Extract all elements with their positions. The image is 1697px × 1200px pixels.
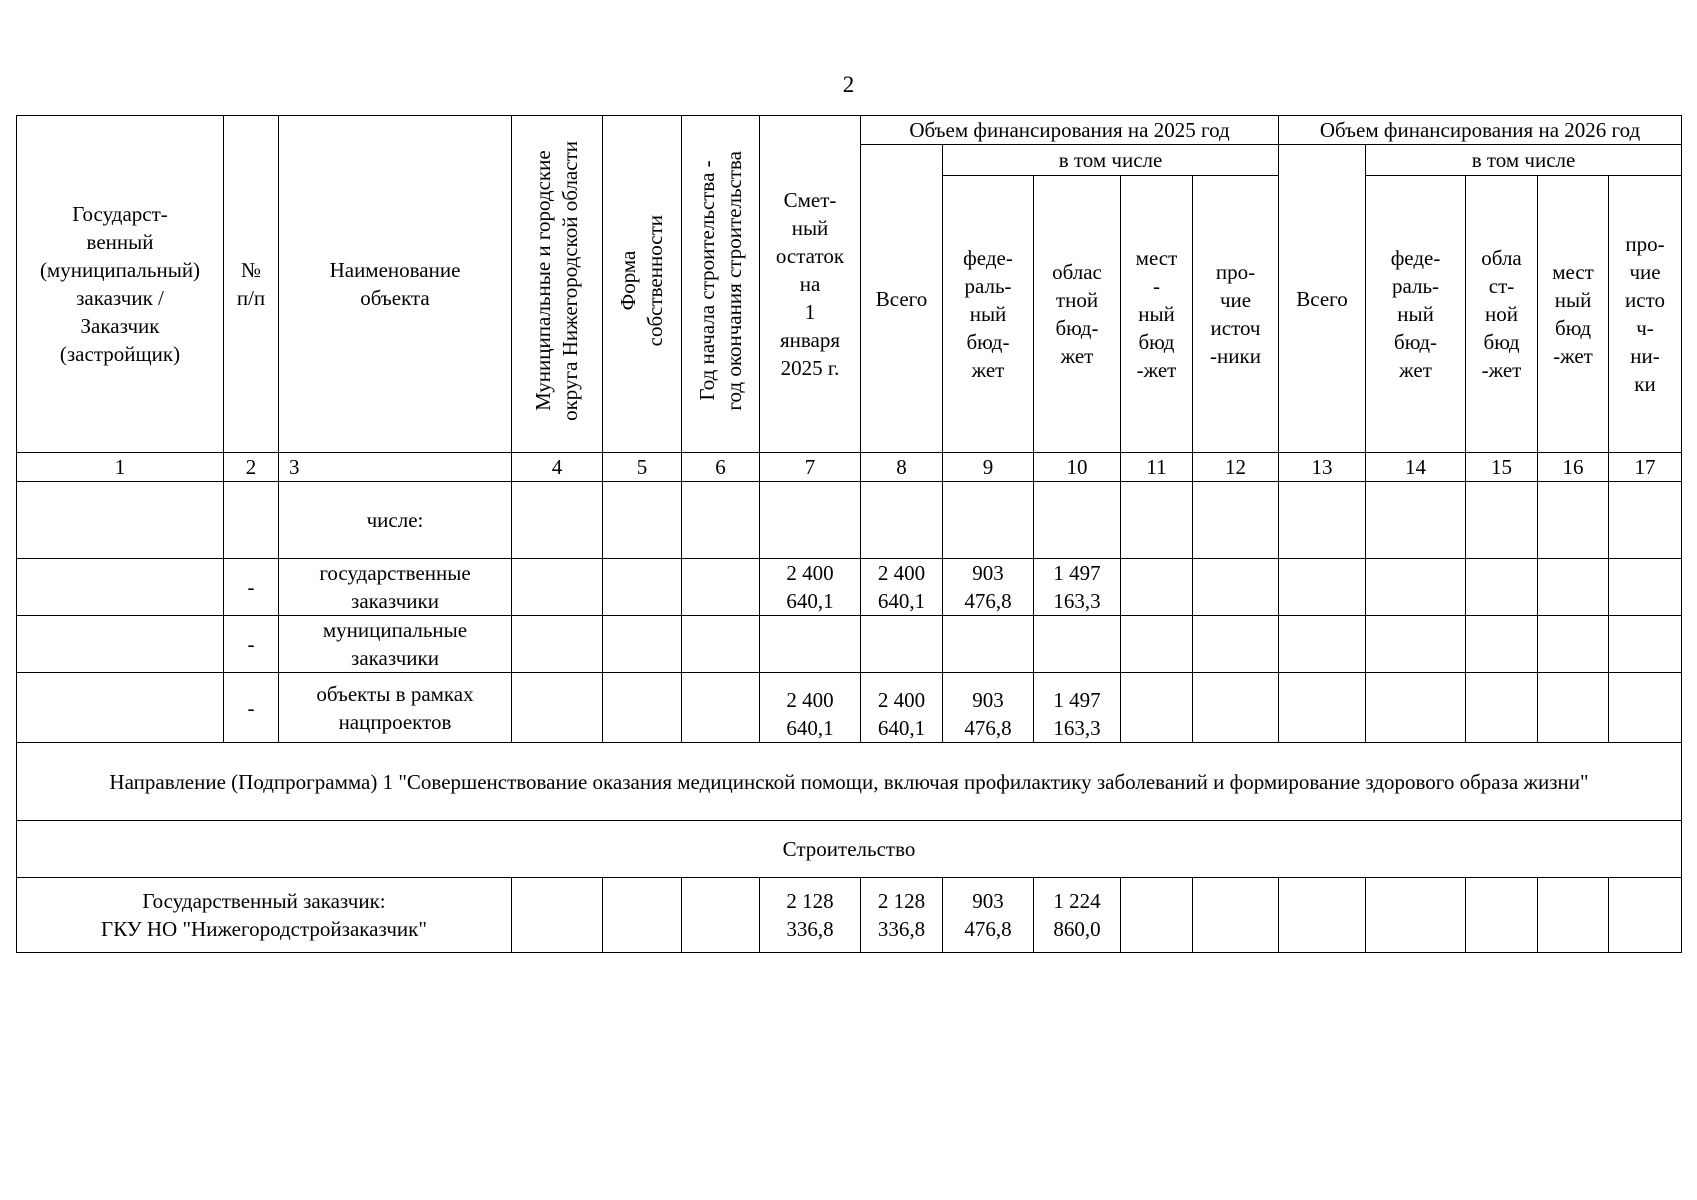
col-number: 4 [512,453,603,482]
cell-federal-2025: 903 476,8 [943,673,1034,743]
cell-customer [17,616,224,673]
cell-empty [512,878,603,953]
header-object-name: Наименование объекта [279,116,512,453]
col-number: 7 [760,453,861,482]
col-number: 3 [279,453,512,482]
cell-empty [1279,559,1366,616]
cell-empty [1609,482,1682,559]
header-number: № п/п [224,116,279,453]
cell-empty [1609,673,1682,743]
cell-empty [1366,559,1466,616]
header-including-2026: в том числе [1366,145,1682,176]
cell-empty [1366,482,1466,559]
header-local-2026: мест ный бюд -жет [1538,176,1609,453]
cell-empty [1538,673,1609,743]
cell-empty [1466,482,1538,559]
cell-object-name: числе: [279,482,512,559]
cell-empty [1466,559,1538,616]
cell-empty [1366,616,1466,673]
cell-empty [1279,673,1366,743]
cell-object-name: муниципальные заказчики [279,616,512,673]
col-number: 11 [1121,453,1193,482]
header-other-2025: про- чие источ -ники [1193,176,1279,453]
cell-empty [512,559,603,616]
cell-empty [682,616,760,673]
cell-empty [1121,559,1193,616]
table-row [17,616,1682,673]
cell-empty [1609,616,1682,673]
cell-number: - [224,616,279,673]
cell-estimate: 2 400 640,1 [760,673,861,743]
cell-empty [1193,559,1279,616]
section-row [17,821,1682,878]
cell-total-2025: 2 400 640,1 [861,559,943,616]
table-row [17,482,1682,559]
cell-number: - [224,673,279,743]
cell-empty [1538,878,1609,953]
header-years [682,116,760,453]
table-row [17,559,1682,616]
header-fin-2026: Объем финансирования на 2026 год [1279,116,1682,145]
cell-empty [1193,482,1279,559]
col-number: 15 [1466,453,1538,482]
header-federal-2026: феде- раль- ный бюд- жет [1366,176,1466,453]
cell-object-name: объекты в рамках нацпроектов [279,673,512,743]
cell-empty [1279,878,1366,953]
header-estimate: Смет- ный остаток на 1 января 2025 г. [760,116,861,453]
financing-table [16,115,1682,953]
col-number: 8 [861,453,943,482]
header-fin-2025: Объем финансирования на 2025 год [861,116,1279,145]
cell-empty [512,616,603,673]
header-local-2025: мест - ный бюд -жет [1121,176,1193,453]
col-number: 2 [224,453,279,482]
col-number: 10 [1034,453,1121,482]
section-title: Строительство [17,821,1682,878]
cell-total-2025 [861,482,943,559]
cell-empty [603,673,682,743]
cell-regional-2025 [1034,616,1121,673]
header-ownership [603,116,682,453]
cell-number [224,482,279,559]
header-row-1 [17,116,1682,145]
cell-federal-2025: 903 476,8 [943,878,1034,953]
header-municipal [512,116,603,453]
col-number: 13 [1279,453,1366,482]
table-row [17,878,1682,953]
cell-empty [603,482,682,559]
header-other-2026: про- чие исто ч- ни- ки [1609,176,1682,453]
cell-regional-2025: 1 224 860,0 [1034,878,1121,953]
cell-number: - [224,559,279,616]
header-years-text: Год начала строительства - год окончания строительства [694,150,746,411]
cell-empty [1193,673,1279,743]
cell-object-name: государственные заказчики [279,559,512,616]
cell-empty [1121,878,1193,953]
cell-estimate: 2 128 336,8 [760,878,861,953]
header-municipal-text: Муниципальные и городские округа Нижегородской области [531,140,582,421]
cell-empty [1466,616,1538,673]
cell-estimate [760,616,861,673]
col-number: 17 [1609,453,1682,482]
cell-empty [682,559,760,616]
header-total-2025: Всего [861,145,943,453]
cell-empty [1466,673,1538,743]
cell-empty [1538,616,1609,673]
cell-customer [17,482,224,559]
cell-estimate [760,482,861,559]
col-number: 16 [1538,453,1609,482]
header-regional-2026: обла ст- ной бюд -жет [1466,176,1538,453]
col-number: 12 [1193,453,1279,482]
col-number: 6 [682,453,760,482]
cell-empty [1193,616,1279,673]
cell-empty [682,878,760,953]
header-including-2025: в том числе [943,145,1279,176]
column-number-row [17,453,1682,482]
cell-regional-2025 [1034,482,1121,559]
col-number: 1 [17,453,224,482]
cell-empty [1121,482,1193,559]
header-regional-2025: облас тной бюд- жет [1034,176,1121,453]
cell-total-2025: 2 128 336,8 [861,878,943,953]
cell-empty [1538,482,1609,559]
cell-empty [1279,482,1366,559]
table-row [17,673,1682,743]
cell-state-customer: Государственный заказчик: ГКУ НО "Нижегородстройзаказчик" [17,878,512,953]
cell-federal-2025 [943,616,1034,673]
col-number: 5 [603,453,682,482]
header-federal-2025: феде- раль- ный бюд- жет [943,176,1034,453]
cell-empty [512,673,603,743]
cell-empty [1538,559,1609,616]
cell-empty [1609,559,1682,616]
direction-row [17,743,1682,821]
cell-empty [603,616,682,673]
cell-total-2025: 2 400 640,1 [861,673,943,743]
cell-regional-2025: 1 497 163,3 [1034,673,1121,743]
cell-total-2025 [861,616,943,673]
cell-empty [1193,878,1279,953]
header-ownership-text: Форма собственности [616,214,667,347]
cell-federal-2025: 903 476,8 [943,559,1034,616]
col-number: 9 [943,453,1034,482]
cell-empty [1121,673,1193,743]
cell-empty [1366,878,1466,953]
cell-empty [1121,616,1193,673]
direction-title: Направление (Подпрограмма) 1 "Совершенствование оказания медицинской помощи, включая профилактику заболеваний и формирование здорового образа жизни" [17,743,1682,821]
cell-empty [512,482,603,559]
page-number: 2 [842,72,855,97]
header-total-2026: Всего [1279,145,1366,453]
cell-empty [603,559,682,616]
cell-empty [1466,878,1538,953]
cell-customer [17,559,224,616]
header-customer: Государст- венный (муниципальный) заказчик / Заказчик (застройщик) [17,116,224,453]
cell-customer [17,673,224,743]
cell-regional-2025: 1 497 163,3 [1034,559,1121,616]
cell-estimate: 2 400 640,1 [760,559,861,616]
cell-empty [1279,616,1366,673]
col-number: 14 [1366,453,1466,482]
cell-empty [682,482,760,559]
cell-empty [1609,878,1682,953]
cell-empty [682,673,760,743]
cell-federal-2025 [943,482,1034,559]
cell-empty [603,878,682,953]
cell-empty [1366,673,1466,743]
